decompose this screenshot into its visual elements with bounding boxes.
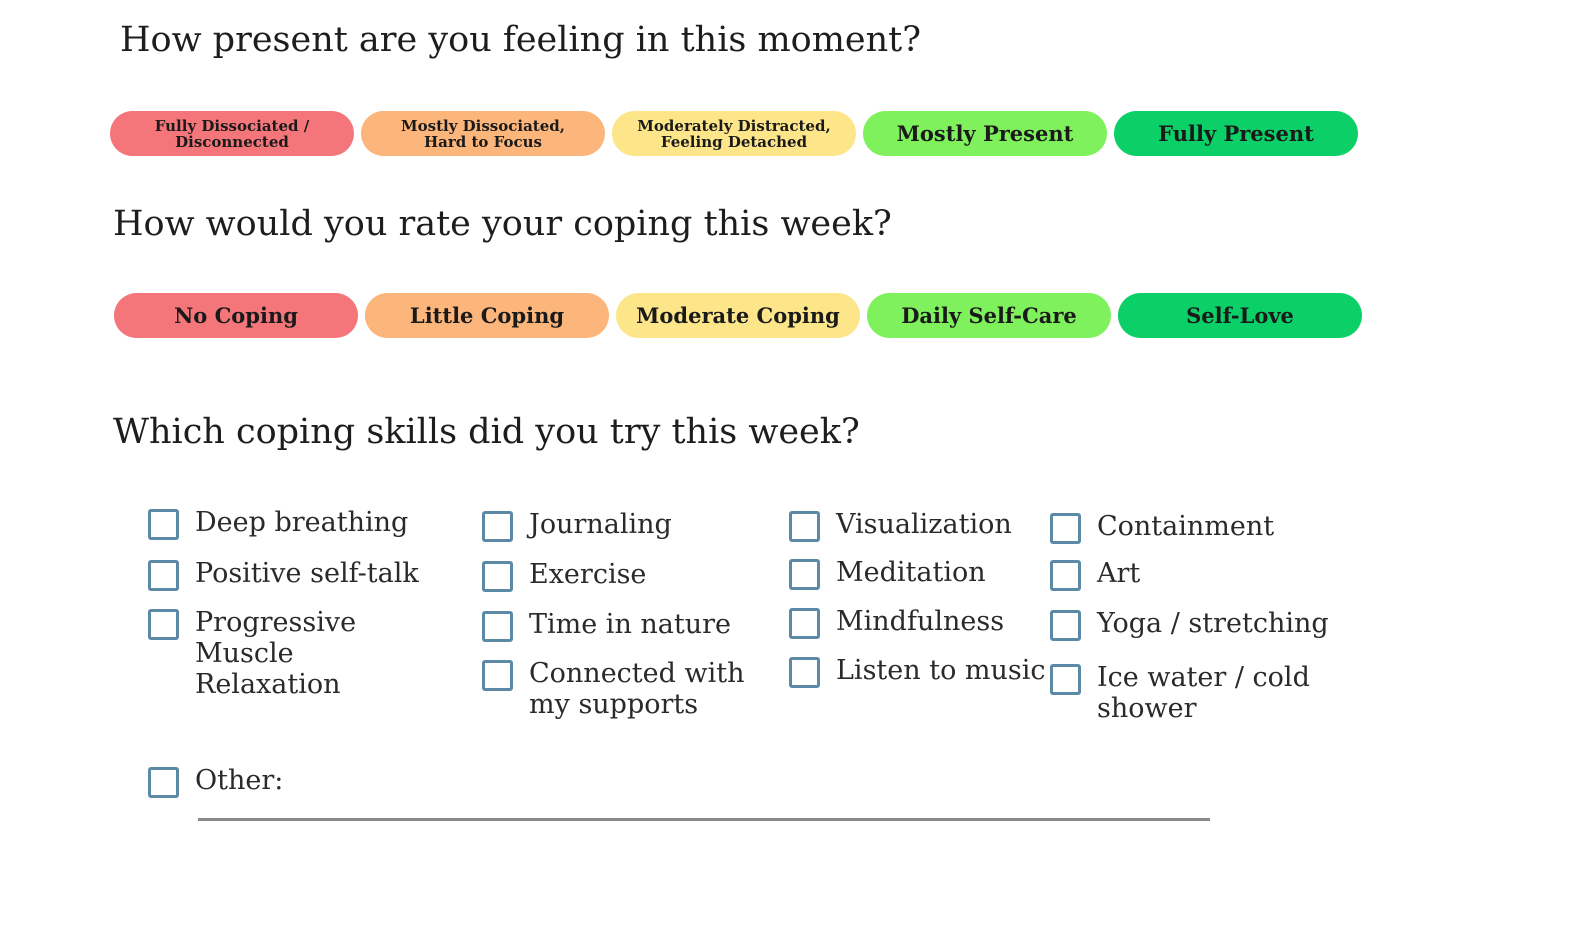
skill-label: Containment [1097,511,1275,542]
skill-label: Art [1097,558,1141,589]
presence-option-fully-dissociated[interactable]: Fully Dissociated / Disconnected [110,111,354,156]
presence-option-fully-present[interactable]: Fully Present [1114,111,1358,156]
checkbox[interactable] [148,609,179,640]
question-presence: How present are you feeling in this moment? [120,20,922,60]
coping-option-little-coping[interactable]: Little Coping [365,293,609,338]
checkbox[interactable] [148,509,179,540]
coping-option-moderate-coping[interactable]: Moderate Coping [616,293,860,338]
skill-time-in-nature [482,609,731,642]
skill-ice-water-cold-shower [1050,662,1310,724]
presence-option-moderately-distracted[interactable]: Moderately Distracted, Feeling Detached [612,111,856,156]
checkbox[interactable] [482,511,513,542]
skill-label: Visualization [836,509,1012,540]
checkbox[interactable] [482,611,513,642]
checkbox[interactable] [1050,513,1081,544]
skill-visualization [789,509,1012,542]
checkbox[interactable] [482,660,513,691]
skill-positive-self-talk [148,558,419,591]
skill-connected-with-supports [482,658,744,720]
skill-label: Time in nature [529,609,732,640]
skill-art [1050,558,1140,591]
checkbox[interactable] [789,608,820,639]
checkbox[interactable] [789,657,820,688]
question-coping-rating: How would you rate your coping this week? [113,204,892,244]
checkbox[interactable] [1050,664,1081,695]
skill-label: Journaling [529,509,672,540]
skill-deep-breathing [148,507,408,540]
skill-label: Mindfulness [836,606,1005,637]
skill-label: Progressive Muscle Relaxation [195,607,357,700]
skill-label: Positive self-talk [195,558,419,589]
question-coping-skills: Which coping skills did you try this week? [113,412,860,452]
coping-scale [114,293,1362,338]
skill-exercise [482,559,646,592]
checkbox[interactable] [482,561,513,592]
skill-label: Yoga / stretching [1097,608,1329,639]
other-checkbox[interactable] [148,767,179,798]
skill-other [148,765,283,798]
coping-option-self-love[interactable]: Self-Love [1118,293,1362,338]
skill-listen-to-music [789,655,1046,688]
skill-progressive-muscle-relaxation [148,607,356,700]
presence-option-mostly-dissociated[interactable]: Mostly Dissociated, Hard to Focus [361,111,605,156]
skill-mindfulness [789,606,1004,639]
presence-option-mostly-present[interactable]: Mostly Present [863,111,1107,156]
skill-yoga-stretching [1050,608,1329,641]
skill-containment [1050,511,1274,544]
skill-label: Meditation [836,557,986,588]
checkbox[interactable] [789,559,820,590]
skill-label: Exercise [529,559,647,590]
coping-option-no-coping[interactable]: No Coping [114,293,358,338]
checkbox[interactable] [1050,560,1081,591]
skill-label: Ice water / cold shower [1097,662,1310,724]
checkbox[interactable] [148,560,179,591]
skill-label: Deep breathing [195,507,409,538]
skill-label: Connected with my supports [529,658,745,720]
presence-scale [110,111,1358,156]
checkbox[interactable] [1050,610,1081,641]
coping-skills-checklist [148,505,1368,735]
checkbox[interactable] [789,511,820,542]
coping-option-daily-self-care[interactable]: Daily Self-Care [867,293,1111,338]
other-write-in-line[interactable] [198,818,1210,821]
other-label: Other: [195,765,284,796]
skill-label: Listen to music [836,655,1046,686]
skill-journaling [482,509,672,542]
skill-meditation [789,557,986,590]
